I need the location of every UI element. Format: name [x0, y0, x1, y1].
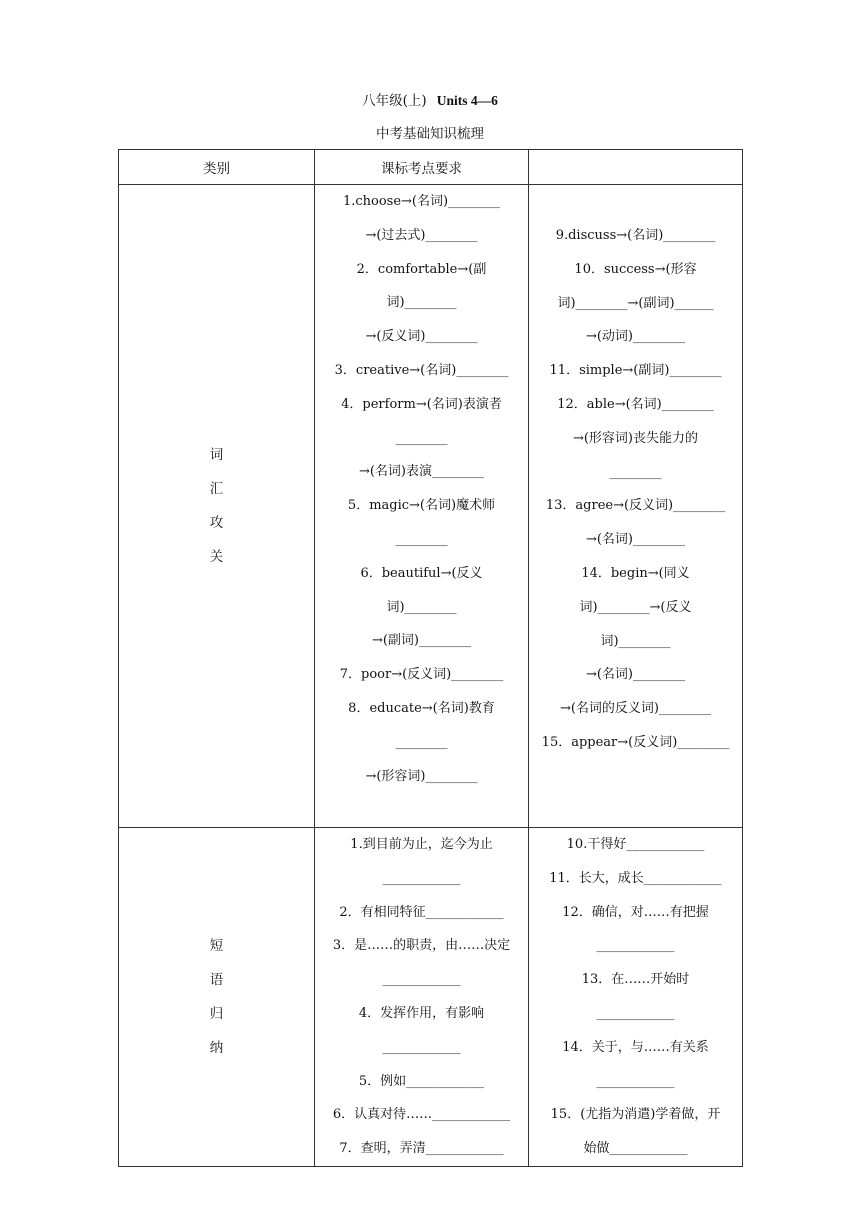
list-item: 1.choose→(名词)________	[342, 194, 501, 209]
list-item: ____________	[596, 938, 675, 954]
list-item: →(反义词)________	[365, 329, 478, 345]
list-item: 词)________	[600, 633, 671, 649]
list-item: 始做____________	[583, 1141, 688, 1157]
list-item: 10.干得好____________	[566, 837, 705, 852]
list-item: ____________	[382, 1039, 461, 1055]
knowledge-table	[118, 149, 743, 1167]
list-item: 12．able→(名词)________	[557, 396, 714, 412]
list-item: ____________	[596, 1073, 675, 1089]
list-item: 9.discuss→(名词)________	[555, 228, 716, 243]
vocab-col2	[315, 185, 529, 828]
list-item: 10．success→(形容	[574, 261, 697, 277]
list-item: ________	[395, 734, 448, 750]
list-item: 14．关于，与……有关系	[562, 1039, 709, 1055]
list-item: →(形容词)________	[365, 768, 478, 784]
list-item: ____________	[382, 870, 461, 886]
list-item: ________	[609, 464, 662, 480]
list-item: →(名词)表演________	[358, 464, 485, 480]
list-item: →(名词)________	[585, 532, 686, 548]
list-item: ________	[395, 430, 448, 446]
list-item: 7．查明，弄清____________	[339, 1141, 504, 1157]
list-item: 13．在……开始时	[581, 972, 690, 988]
list-item: 6．认真对待……____________	[332, 1107, 511, 1123]
vocab-category: 词 汇 攻 关	[119, 185, 315, 828]
list-item: 7．poor→(反义词)________	[339, 667, 504, 683]
list-item: 4．perform→(名词)表演者	[341, 396, 502, 412]
list-item: 8．educate→(名词)教育	[348, 700, 495, 716]
list-item: 词)________→(副词)______	[557, 295, 714, 311]
list-item: 词)________	[386, 295, 457, 311]
list-item: →(名词)________	[585, 667, 686, 683]
phrases-col3	[529, 828, 743, 1167]
list-item: 5．magic→(名词)魔术师	[347, 498, 496, 514]
list-item: ____________	[596, 1005, 675, 1021]
list-item: 11．simple→(副词)________	[549, 363, 722, 379]
units-label: Units 4—6	[436, 93, 498, 108]
list-item: ____________	[382, 972, 461, 988]
page-title	[0, 89, 860, 109]
list-item: 15．(尤指为消遣)学着做，开	[550, 1107, 721, 1123]
vocab-col3	[529, 185, 743, 828]
header-category: 类别	[119, 150, 315, 185]
list-item: 12．确信，对……有把握	[562, 904, 709, 920]
list-item: →(形容词)丧失能力的	[572, 430, 699, 446]
list-item: 11．长大，成长____________	[549, 870, 722, 886]
header-blank	[529, 150, 743, 185]
list-item: →(过去式)________	[365, 227, 478, 243]
list-item: 13．agree→(反义词)________	[545, 498, 726, 514]
list-item: 3．是……的职责，由……决定	[332, 938, 511, 954]
list-item: 4．发挥作用，有影响	[358, 1005, 485, 1021]
list-item: 2．有相同特征____________	[339, 904, 504, 920]
list-item: 1.到目前为止，迄今为止	[350, 837, 493, 852]
list-item: ________	[395, 531, 448, 547]
list-item: →(副词)________	[371, 633, 472, 649]
table-header-row	[119, 150, 743, 185]
list-item: →(动词)________	[585, 329, 686, 345]
phrases-col2	[315, 828, 529, 1167]
list-item: →(名词的反义词)________	[559, 701, 712, 717]
list-item: 2．comfortable→(副	[356, 261, 487, 277]
list-item: 6．beautiful→(反义	[360, 565, 483, 581]
page-subtitle: 中考基础知识梳理	[376, 126, 484, 142]
list-item: 14．begin→(同义	[581, 565, 690, 581]
header-requirements: 课标考点要求	[315, 150, 529, 185]
phrases-row	[119, 828, 743, 1167]
list-item: 5．例如____________	[358, 1073, 485, 1089]
list-item: 词)________	[386, 599, 457, 615]
list-item: 3．creative→(名词)________	[334, 362, 509, 378]
list-item: 15．appear→(反义词)________	[541, 734, 730, 750]
list-item: 词)________→(反义	[579, 599, 692, 615]
vocab-row	[119, 185, 743, 828]
phrases-category: 短 语 归 纳	[119, 828, 315, 1167]
grade-label: 八年级(上)	[362, 93, 427, 109]
